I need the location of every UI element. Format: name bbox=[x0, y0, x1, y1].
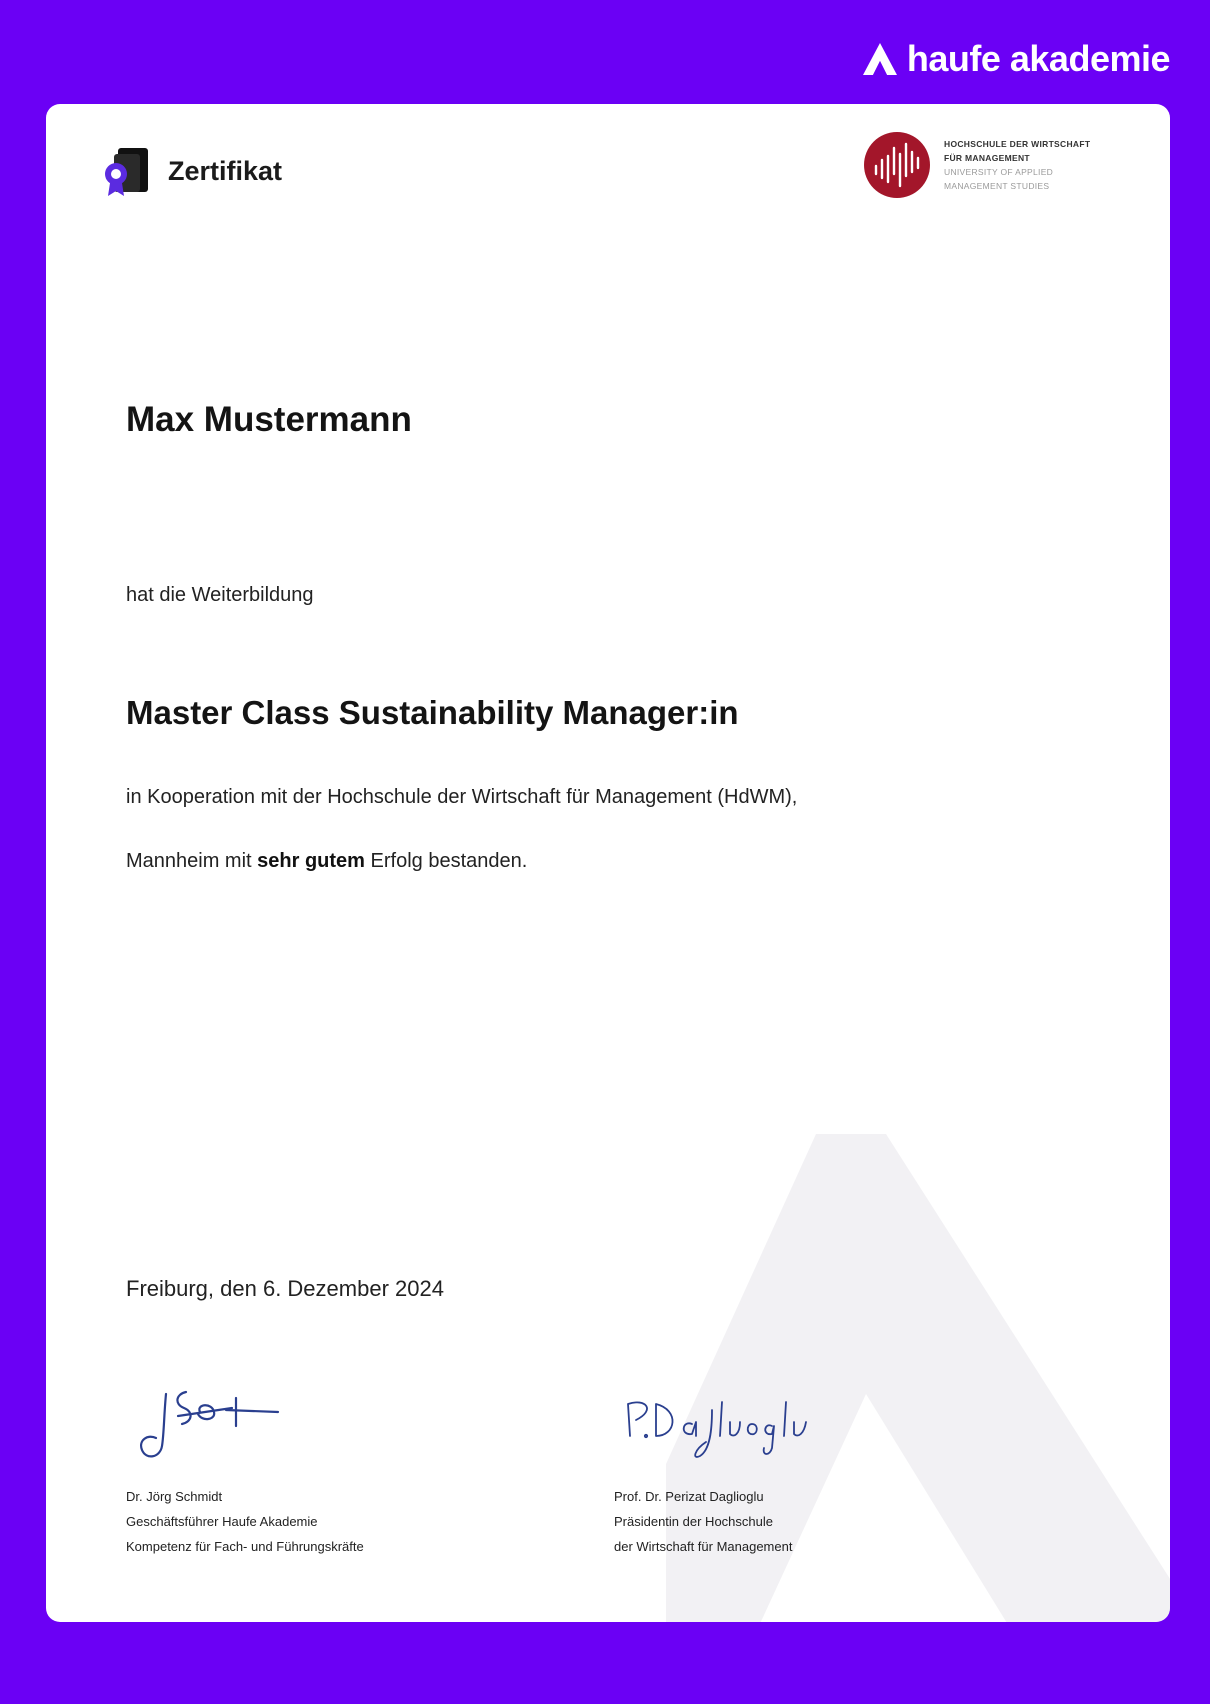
hdwm-name-en-2: MANAGEMENT STUDIES bbox=[944, 181, 1050, 191]
course-title: Master Class Sustainability Manager:in bbox=[126, 694, 739, 731]
certificate-title: Zertifikat bbox=[168, 155, 283, 186]
hdwm-logo-icon bbox=[862, 130, 932, 200]
result-text-pre: Mannheim mit bbox=[126, 850, 258, 872]
signature-daglioglu bbox=[616, 1390, 856, 1480]
signatory-daglioglu bbox=[614, 1484, 792, 1559]
signatory-role: Präsidentin der Hochschule bbox=[614, 1514, 773, 1529]
signatory-schmidt bbox=[126, 1484, 364, 1559]
signature-schmidt bbox=[126, 1374, 306, 1474]
cooperation-text: in Kooperation mit der Hochschule der Wirtschaft für Management (HdWM), bbox=[126, 786, 798, 808]
place-date: Freiburg, den 6. Dezember 2024 bbox=[126, 1276, 444, 1301]
haufe-logo-icon bbox=[861, 41, 899, 77]
hdwm-name-de-1: HOCHSCHULE DER WIRTSCHAFT bbox=[944, 139, 1091, 149]
certificate-label bbox=[102, 144, 282, 198]
result-grade: sehr gutem bbox=[257, 850, 365, 872]
result-text-post: Erfolg bestanden. bbox=[364, 850, 528, 872]
hdwm-name-en-1: UNIVERSITY OF APPLIED bbox=[944, 167, 1054, 177]
intro-text: hat die Weiterbildung bbox=[126, 584, 314, 606]
signatory-name: Dr. Jörg Schmidt bbox=[126, 1489, 223, 1504]
result-text bbox=[126, 850, 527, 873]
signatory-role: Geschäftsführer Haufe Akademie bbox=[126, 1514, 318, 1529]
signatory-role: Kompetenz für Fach- und Führungskräfte bbox=[126, 1539, 364, 1554]
hdwm-logo bbox=[862, 130, 1090, 200]
signatory-name: Prof. Dr. Perizat Daglioglu bbox=[614, 1489, 764, 1504]
recipient-name: Max Mustermann bbox=[126, 400, 412, 439]
hdwm-name-de-2: FÜR MANAGEMENT bbox=[944, 153, 1030, 163]
haufe-brand bbox=[861, 38, 1170, 80]
certificate-card bbox=[46, 104, 1170, 1622]
brand-name: haufe akademie bbox=[906, 38, 1170, 79]
signatory-role: der Wirtschaft für Management bbox=[614, 1539, 793, 1554]
certificate-icon bbox=[102, 144, 154, 198]
